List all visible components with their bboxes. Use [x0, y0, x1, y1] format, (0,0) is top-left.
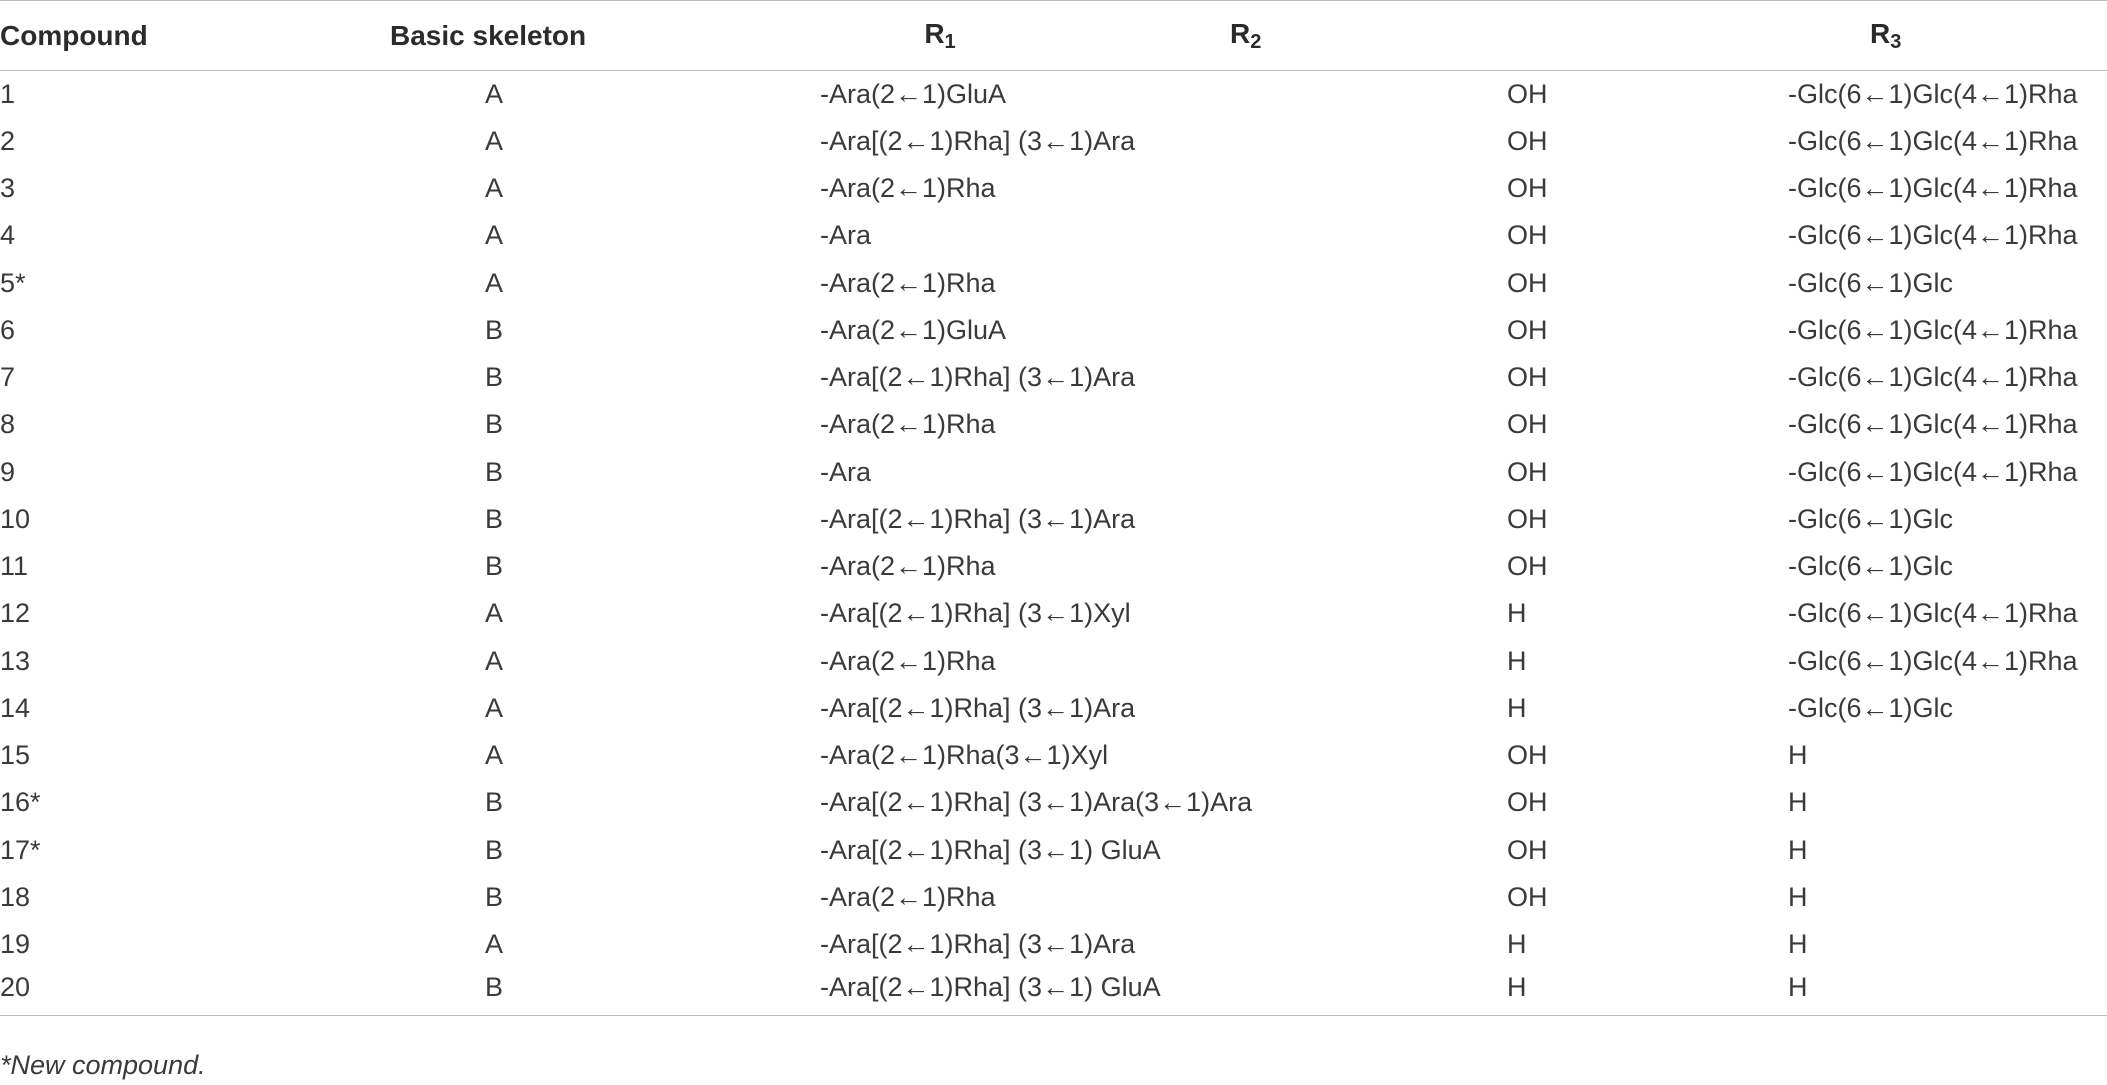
cell-r2: OH: [1507, 787, 1548, 818]
cell-r3: -Glc(6←1)Glc: [1788, 692, 1954, 723]
cell-skeleton: B: [485, 551, 504, 582]
cell-compound: 18: [0, 881, 31, 912]
table-row: [0, 354, 2107, 401]
header-r1: $R_1$: [924, 17, 956, 53]
cell-r3: -Glc(6←1)Glc: [1788, 267, 1954, 298]
cell-r2: OH: [1507, 220, 1548, 251]
cell-compound: 2: [0, 125, 16, 156]
cell-compound: 7: [0, 362, 16, 393]
table-row: [0, 590, 2107, 637]
cell-compound: 19: [0, 929, 31, 960]
table-row: [0, 401, 2107, 448]
cell-skeleton: B: [485, 314, 504, 345]
cell-r2: OH: [1507, 314, 1548, 345]
cell-r1: -Ara[(2←1)Rha] (3←1)Ara: [820, 692, 1136, 723]
cell-r3: -Glc(6←1)Glc(4←1)Rha: [1788, 314, 2078, 345]
cell-r3: -Glc(6←1)Glc: [1788, 503, 1954, 534]
cell-r3: H: [1788, 929, 1808, 960]
cell-compound: 4: [0, 220, 16, 251]
cell-r2: H: [1260, 968, 1540, 1015]
cell-r1: -Ara(2←1)Rha: [820, 551, 996, 582]
cell-skeleton: A: [485, 78, 504, 109]
header-r3: $R_3$: [1870, 17, 1902, 53]
header-compound: Compound: [0, 19, 148, 51]
cell-compound: 9: [0, 456, 16, 487]
header-r2: $R_2$: [1230, 17, 1262, 53]
cell-compound: 8: [0, 409, 16, 440]
cell-compound: 16*: [0, 787, 41, 818]
cell-r1: -Ara[(2←1)Rha] (3←1) GluA: [820, 834, 1161, 865]
cell-r1: -Ara[(2←1)Rha] (3←1) GluA: [620, 968, 1260, 1015]
cell-r3: -Glc(6←1)Glc(4←1)Rha: [1788, 173, 2078, 204]
cell-r1: -Ara[(2←1)Rha] (3←1)Ara: [820, 125, 1136, 156]
cell-r1: -Ara(2←1)GluA: [820, 78, 1007, 109]
cell-r2: OH: [1507, 881, 1548, 912]
cell-r3: -Glc(6←1)Glc(4←1)Rha: [1788, 409, 2078, 440]
cell-compound: 13: [0, 645, 31, 676]
table-row: [0, 165, 2107, 212]
cell-r2: OH: [1507, 267, 1548, 298]
cell-skeleton: B: [485, 834, 504, 865]
cell-compound: 12: [0, 598, 31, 629]
cell-skeleton: A: [485, 598, 504, 629]
table-row: [0, 638, 2107, 685]
cell-compound: 10: [0, 503, 31, 534]
cell-skeleton: B: [485, 881, 504, 912]
table-row: [0, 71, 2107, 118]
cell-r3: -Glc(6←1)Glc(4←1)Rha: [1788, 220, 2078, 251]
cell-compound: 14: [0, 692, 31, 723]
cell-compound: 6: [0, 314, 16, 345]
table-row: [0, 449, 2107, 496]
cell-r3: H: [1788, 740, 1808, 771]
cell-r2: OH: [1507, 173, 1548, 204]
cell-r2: OH: [1507, 78, 1548, 109]
cell-skeleton: B: [370, 968, 620, 1015]
cell-r2: OH: [1507, 125, 1548, 156]
cell-r1: -Ara(2←1)Rha: [820, 645, 996, 676]
table-row: [0, 921, 2107, 968]
cell-r2: H: [1507, 645, 1527, 676]
cell-skeleton: B: [485, 503, 504, 534]
table-row: [0, 732, 2107, 779]
cell-r1: -Ara[(2←1)Rha] (3←1)Ara: [820, 503, 1136, 534]
cell-r2: H: [1507, 598, 1527, 629]
cell-r1: -Ara(2←1)Rha: [820, 881, 996, 912]
cell-r3: H: [1788, 881, 1808, 912]
cell-compound: 3: [0, 173, 16, 204]
cell-skeleton: B: [485, 456, 504, 487]
table-row: [0, 307, 2107, 354]
table-header-row: [0, 1, 2107, 71]
cell-r1: -Ara: [820, 220, 872, 251]
footnote: *New compound.: [0, 1050, 206, 1080]
cell-compound: 11: [0, 551, 29, 582]
cell-r1: -Ara(2←1)Rha(3←1)Xyl: [820, 740, 1109, 771]
cell-r3: -Glc(6←1)Glc(4←1)Rha: [1788, 456, 2078, 487]
table-row: [0, 543, 2107, 590]
header-basic-skeleton: Basic skeleton: [390, 19, 587, 51]
cell-compound: 1: [0, 78, 16, 109]
cell-r3: -Glc(6←1)Glc(4←1)Rha: [1788, 645, 2078, 676]
cell-skeleton: A: [485, 929, 504, 960]
cell-compound: 20: [0, 968, 370, 1015]
table-row: [0, 968, 2107, 1015]
cell-skeleton: B: [485, 362, 504, 393]
table-row: [0, 685, 2107, 732]
cell-skeleton: A: [485, 220, 504, 251]
cell-r1: -Ara(2←1)Rha: [820, 409, 996, 440]
cell-r1: -Ara(2←1)GluA: [820, 314, 1007, 345]
table-row: [0, 827, 2107, 874]
cell-r3: -Glc(6←1)Glc(4←1)Rha: [1788, 362, 2078, 393]
cell-r2: H: [1507, 929, 1527, 960]
table-row: [0, 874, 2107, 921]
cell-compound: 5*: [0, 267, 26, 298]
cell-r3: -Glc(6←1)Glc(4←1)Rha: [1788, 78, 2078, 109]
table-body: [0, 71, 2107, 1016]
cell-r2: OH: [1507, 740, 1548, 771]
cell-skeleton: A: [485, 125, 504, 156]
cell-r1: -Ara: [820, 456, 872, 487]
cell-r2: OH: [1507, 362, 1548, 393]
cell-r1: -Ara(2←1)Rha: [820, 173, 996, 204]
cell-r1: -Ara[(2←1)Rha] (3←1)Ara: [820, 362, 1136, 393]
cell-r3: H: [1540, 968, 2107, 1015]
cell-r3: H: [1788, 787, 1808, 818]
cell-skeleton: B: [485, 409, 504, 440]
cell-r3: -Glc(6←1)Glc(4←1)Rha: [1788, 598, 2078, 629]
cell-skeleton: B: [485, 787, 504, 818]
cell-r2: OH: [1507, 409, 1548, 440]
cell-r1: -Ara[(2←1)Rha] (3←1)Ara(3←1)Ara: [820, 787, 1253, 818]
cell-r2: OH: [1507, 456, 1548, 487]
cell-r1: -Ara[(2←1)Rha] (3←1)Xyl: [820, 598, 1131, 629]
cell-r2: OH: [1507, 834, 1548, 865]
cell-r1: -Ara(2←1)Rha: [820, 267, 996, 298]
cell-r2: OH: [1507, 503, 1548, 534]
table-row: [0, 779, 2107, 826]
table-row: [0, 118, 2107, 165]
cell-skeleton: A: [485, 173, 504, 204]
cell-r1: -Ara[(2←1)Rha] (3←1)Ara: [820, 929, 1136, 960]
cell-skeleton: A: [485, 267, 504, 298]
cell-r2: H: [1507, 692, 1527, 723]
cell-skeleton: A: [485, 740, 504, 771]
cell-r3: H: [1788, 834, 1808, 865]
cell-r2: OH: [1507, 551, 1548, 582]
cell-r3: -Glc(6←1)Glc: [1788, 551, 1954, 582]
table-row: [0, 212, 2107, 259]
cell-compound: 17*: [0, 834, 41, 865]
cell-skeleton: A: [485, 692, 504, 723]
cell-compound: 15: [0, 740, 31, 771]
table-row: [0, 496, 2107, 543]
table-row: [0, 260, 2107, 307]
cell-skeleton: A: [485, 645, 504, 676]
cell-r3: -Glc(6←1)Glc(4←1)Rha: [1788, 125, 2078, 156]
